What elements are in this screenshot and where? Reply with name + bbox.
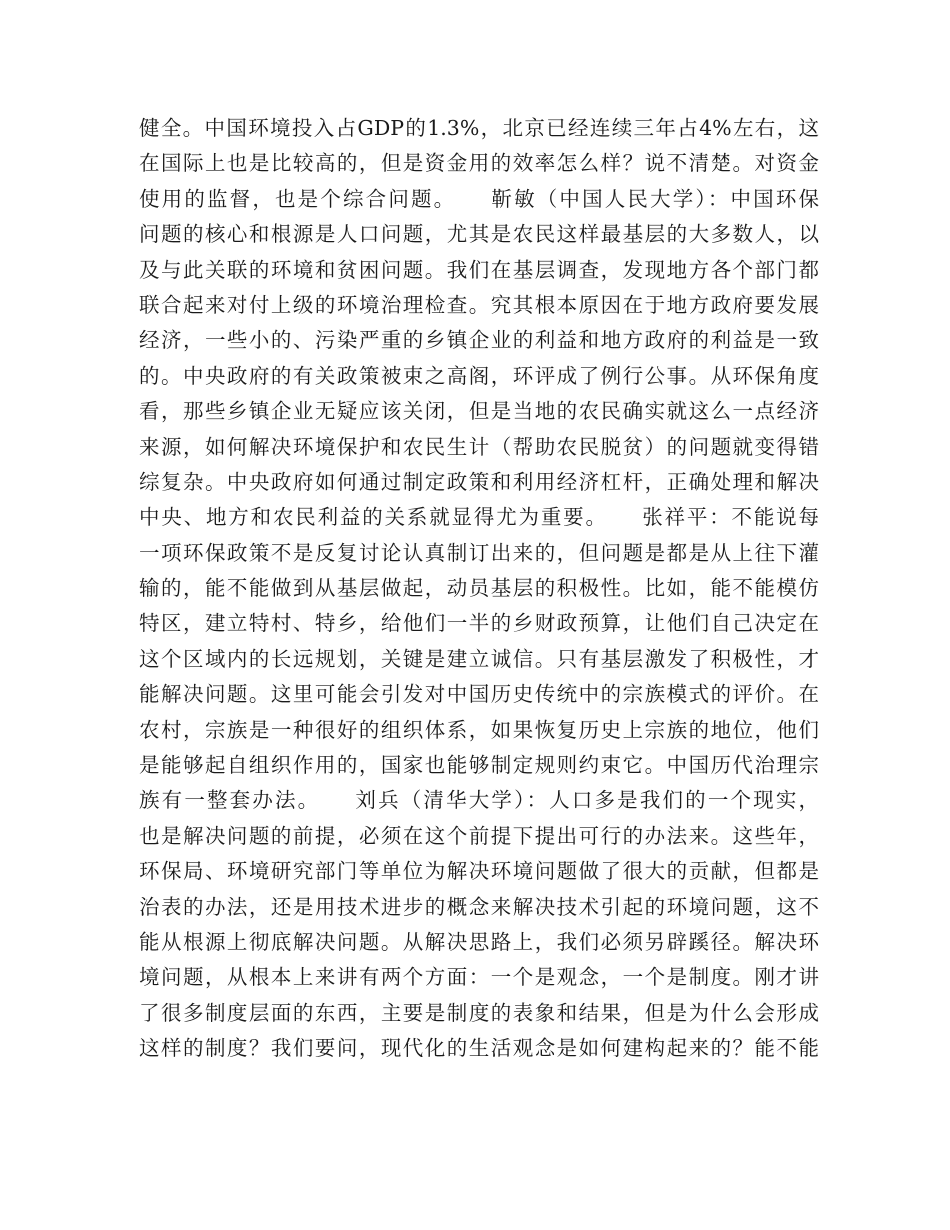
text-line: 健全。中国环境投入占GDP的1.3%，北京已经连续三年占4%左右，这 [139, 116, 819, 140]
text-line: 环保局、环境研究部门等单位为解决环境问题做了很大的贡献，但都是 [139, 859, 819, 884]
text-line: 综复杂。中央政府如何通过制定政策和利用经济杠杆，正确处理和解决 [139, 469, 819, 494]
text-line: 经济，一些小的、污染严重的乡镇企业的利益和地方政府的利益是一致 [139, 328, 819, 353]
text-line: 的。中央政府的有关政策被束之高阁，环评成了例行公事。从环保角度 [139, 363, 819, 388]
body-text [139, 111, 819, 1067]
text-line: 族有一整套办法。 刘兵（清华大学）：人口多是我们的一个现实， [139, 788, 819, 813]
text-line: 问题的核心和根源是人口问题，尤其是农民这样最基层的大多数人，以 [139, 222, 819, 247]
text-line: 是能够起自组织作用的，国家也能够制定规则约束它。中国历代治理宗 [139, 753, 819, 778]
text-line: 输的，能不能做到从基层做起，动员基层的积极性。比如，能不能模仿 [139, 576, 819, 601]
text-line: 使用的监督，也是个综合问题。 靳敏（中国人民大学）：中国环保 [139, 186, 819, 211]
text-line: 能解决问题。这里可能会引发对中国历史传统中的宗族模式的评价。在 [139, 682, 819, 707]
text-line: 治表的办法，还是用技术进步的概念来解决技术引起的环境问题，这不 [139, 894, 819, 919]
text-line: 在国际上也是比较高的，但是资金用的效率怎么样？说不清楚。对资金 [139, 151, 819, 176]
text-line: 联合起来对付上级的环境治理检查。究其根本原因在于地方政府要发展 [139, 292, 819, 317]
text-line: 中央、地方和农民利益的关系就显得尤为重要。 张祥平：不能说每 [139, 505, 819, 530]
text-line: 能从根源上彻底解决问题。从解决思路上，我们必须另辟蹊径。解决环 [139, 929, 819, 954]
text-line: 及与此关联的环境和贫困问题。我们在基层调查，发现地方各个部门都 [139, 257, 819, 282]
text-line: 特区，建立特村、特乡，给他们一半的乡财政预算，让他们自己决定在 [139, 611, 819, 636]
text-line: 这样的制度？我们要问，现代化的生活观念是如何建构起来的？能不能 [139, 1036, 819, 1061]
text-line: 境问题，从根本上来讲有两个方面：一个是观念，一个是制度。刚才讲 [139, 965, 819, 990]
text-line: 看，那些乡镇企业无疑应该关闭，但是当地的农民确实就这么一点经济 [139, 399, 819, 424]
text-line: 来源，如何解决环境保护和农民生计（帮助农民脱贫）的问题就变得错 [139, 434, 819, 459]
text-line: 了很多制度层面的东西，主要是制度的表象和结果，但是为什么会形成 [139, 1000, 819, 1025]
text-line: 也是解决问题的前提，必须在这个前提下提出可行的办法来。这些年， [139, 823, 819, 848]
text-line: 这个区域内的长远规划，关键是建立诚信。只有基层激发了积极性，才 [139, 646, 819, 671]
text-line: 农村，宗族是一种很好的组织体系，如果恢复历史上宗族的地位，他们 [139, 717, 819, 742]
text-line: 一项环保政策不是反复讨论认真制订出来的，但问题是都是从上往下灌 [139, 540, 819, 565]
